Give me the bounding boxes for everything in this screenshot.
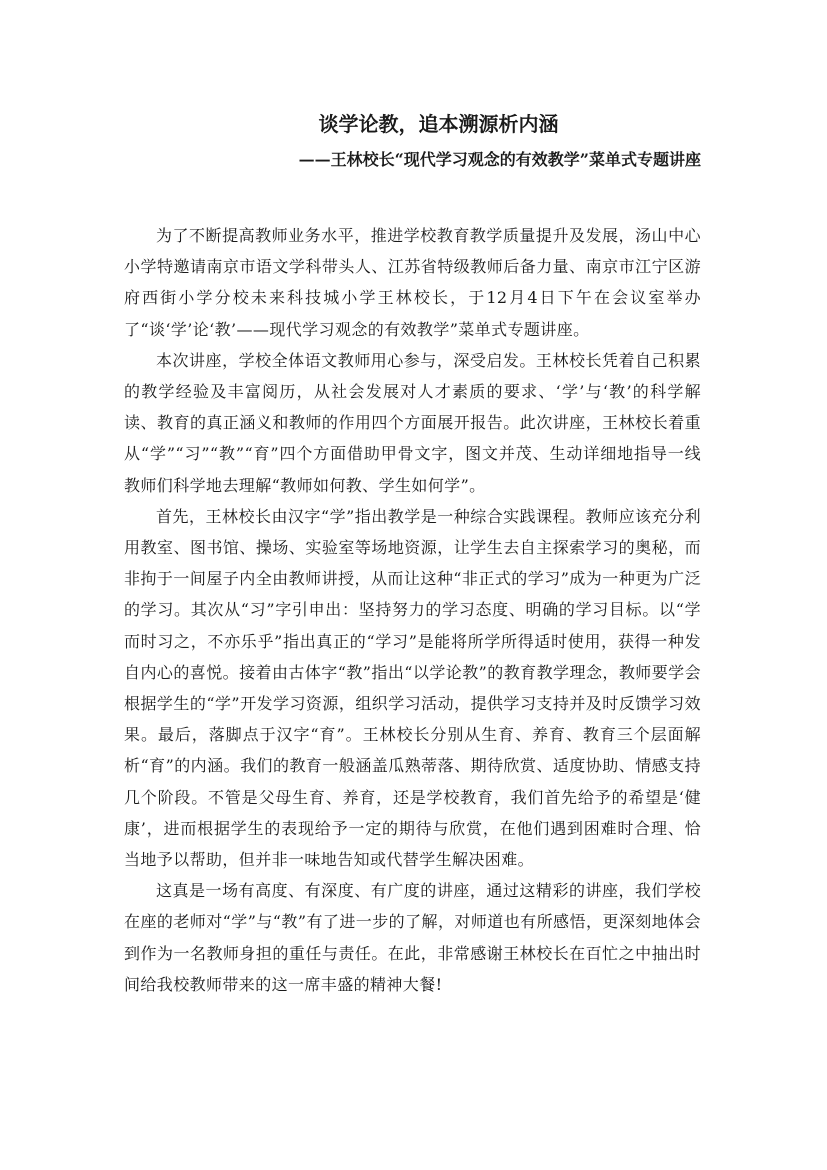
paragraph-4: 这真是一场有高度、有深度、有广度的讲座，通过这精彩的讲座，我们学校在座的老师对“学”与“教”有了进一步的了解，对师道也有所感悟，更深刻地体会到作为一名教师身担的重任与责任。在此，非常感谢王林校长在百忙之中抽出时间给我校教师带来的这一席丰盛的精神大餐! <box>124 881 701 994</box>
paragraph-2: 本次讲座，学校全体语文教师用心参与，深受启发。王林校长凭着自己积累的教学经验及丰富阅历，从社会发展对人才素质的要求、‘学’与‘教’的科学解读、教育的真正涵义和教师的作用四个方面展开报告。此次讲座，王林校长着重从“学”“习”“教”“育”四个方面借助甲骨文字，图文并茂、生动详细地指导一线教师们科学地去理解“教师如何教、学生如何学”。 <box>124 350 701 495</box>
document-title: 谈学论教，追本溯源析内涵 <box>318 112 559 136</box>
document-subtitle: ——王林校长“现代学习观念的有效教学”菜单式专题讲座 <box>298 150 701 169</box>
paragraph-1: 为了不断提高教师业务水平，推进学校教育教学质量提升及发展，汤山中心小学特邀请南京市语文学科带头人、江苏省特级教师后备力量、南京市江宁区游府西街小学分校未来科技城小学王林校长，于12月4日下午在会议室举办了“谈‘学’论‘教’——现代学习观念的有效教学”菜单式专题讲座。 <box>124 226 701 339</box>
document-body <box>124 220 701 1000</box>
paragraph-3: 首先，王林校长由汉字“学”指出教学是一种综合实践课程。教师应该充分利用教室、图书馆、操场、实验室等场地资源，让学生去自主探索学习的奥秘，而非拘于一间屋子内全由教师讲授，从而让这种“非正式的学习”成为一种更为广泛的学习。其次从“习”字引申出：坚持努力的学习态度、明确的学习目标。以“学而时习之，不亦乐乎”指出真正的“学习”是能将所学所得适时使用，获得一种发自内心的喜悦。接着由古体字“教”指出“以学论教”的教育教学理念，教师要学会根据学生的“学”开发学习资源，组织学习活动，提供学习支持并及时反馈学习效果。最后，落脚点于汉字“育”。王林校长分别从生育、养育、教育三个层面解析“育”的内涵。我们的教育一般涵盖瓜熟蒂落、期待欣赏、适度协助、情感支持几个阶段。不管是父母生育、养育，还是学校教育，我们首先给予的希望是‘健康’，进而根据学生的表现给予一定的期待与欣赏，在他们遇到困难时合理、恰当地予以帮助，但并非一味地告知或代替学生解决困难。 <box>124 506 701 870</box>
